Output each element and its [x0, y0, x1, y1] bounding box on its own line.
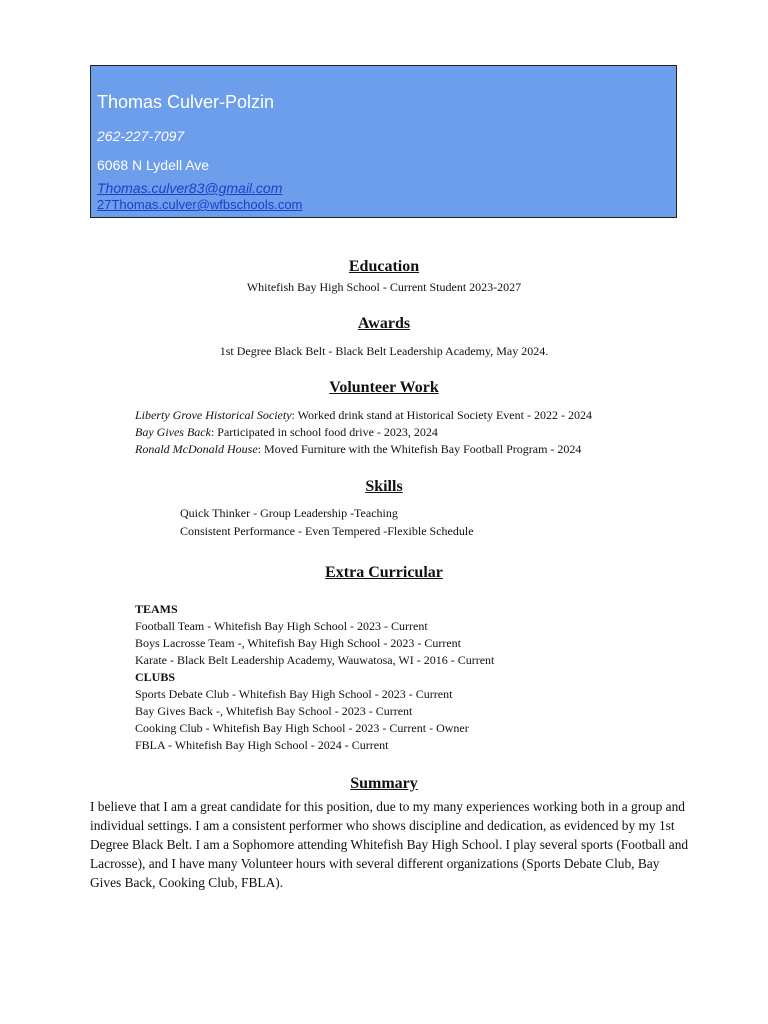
school-email-link[interactable]: 27Thomas.culver@wfbschools.com	[97, 197, 303, 212]
team-item: Boys Lacrosse Team -, Whitefish Bay High School - 2023 - Current	[135, 636, 461, 650]
personal-email-link[interactable]: Thomas.culver83@gmail.com	[97, 180, 283, 196]
extracurricular-heading: Extra Curricular	[325, 564, 443, 581]
phone-number: 262-227-7097	[97, 128, 185, 144]
candidate-name: Thomas Culver-Polzin	[97, 92, 275, 112]
volunteer-item	[135, 442, 581, 457]
club-item: Bay Gives Back -, Whitefish Bay School - 2023 - Current	[135, 704, 413, 718]
volunteer-org: Liberty Grove Historical Society	[135, 408, 292, 422]
volunteer-item	[135, 425, 438, 440]
club-item: Sports Debate Club - Whitefish Bay High School - 2023 - Current	[135, 687, 453, 701]
volunteer-heading: Volunteer Work	[329, 379, 439, 396]
volunteer-desc: : Participated in school food drive - 2023, 2024	[210, 425, 438, 439]
education-entry: Whitefish Bay High School - Current Student 2023-2027	[246, 280, 522, 294]
clubs-label: CLUBS	[135, 670, 176, 684]
education-heading: Education	[348, 258, 420, 275]
club-item: Cooking Club - Whitefish Bay High School - 2023 - Current - Owner	[135, 721, 469, 735]
volunteer-item	[135, 408, 592, 423]
summary-heading: Summary	[350, 775, 418, 792]
awards-heading: Awards	[357, 315, 411, 332]
contact-header	[90, 65, 677, 218]
teams-label: TEAMS	[135, 602, 178, 616]
team-item: Football Team - Whitefish Bay High School - 2023 - Current	[135, 619, 428, 633]
skills-line: Consistent Performance - Even Tempered -Flexible Schedule	[180, 524, 474, 538]
skills-heading: Skills	[365, 478, 403, 495]
team-item: Karate - Black Belt Leadership Academy, Wauwatosa, WI - 2016 - Current	[135, 653, 495, 667]
summary-paragraph: I believe that I am a great candidate for this position, due to my many experiences working both in a group and individual settings. I am a consistent performer who shows discipline and dedication, as evidenced by my 1st Degree Black Belt. I am a Sophomore attending Whitefish Bay High School. I play several sports (Football and Lacrosse), and I have many Volunteer hours with several different organizations (Sports Debate Club, Bay Gives Back, Cooking Club, FBLA).	[90, 799, 689, 890]
volunteer-org: Ronald McDonald House	[135, 442, 258, 456]
volunteer-org: Bay Gives Back	[135, 425, 211, 439]
awards-entry: 1st Degree Black Belt - Black Belt Leadership Academy, May 2024.	[219, 344, 549, 358]
street-address: 6068 N Lydell Ave	[97, 157, 210, 173]
skills-line: Quick Thinker - Group Leadership -Teaching	[180, 506, 398, 520]
volunteer-desc: : Worked drink stand at Historical Society Event - 2022 - 2024	[291, 408, 592, 422]
club-item: FBLA - Whitefish Bay High School - 2024 - Current	[135, 738, 389, 752]
volunteer-desc: : Moved Furniture with the Whitefish Bay Football Program - 2024	[257, 442, 582, 456]
